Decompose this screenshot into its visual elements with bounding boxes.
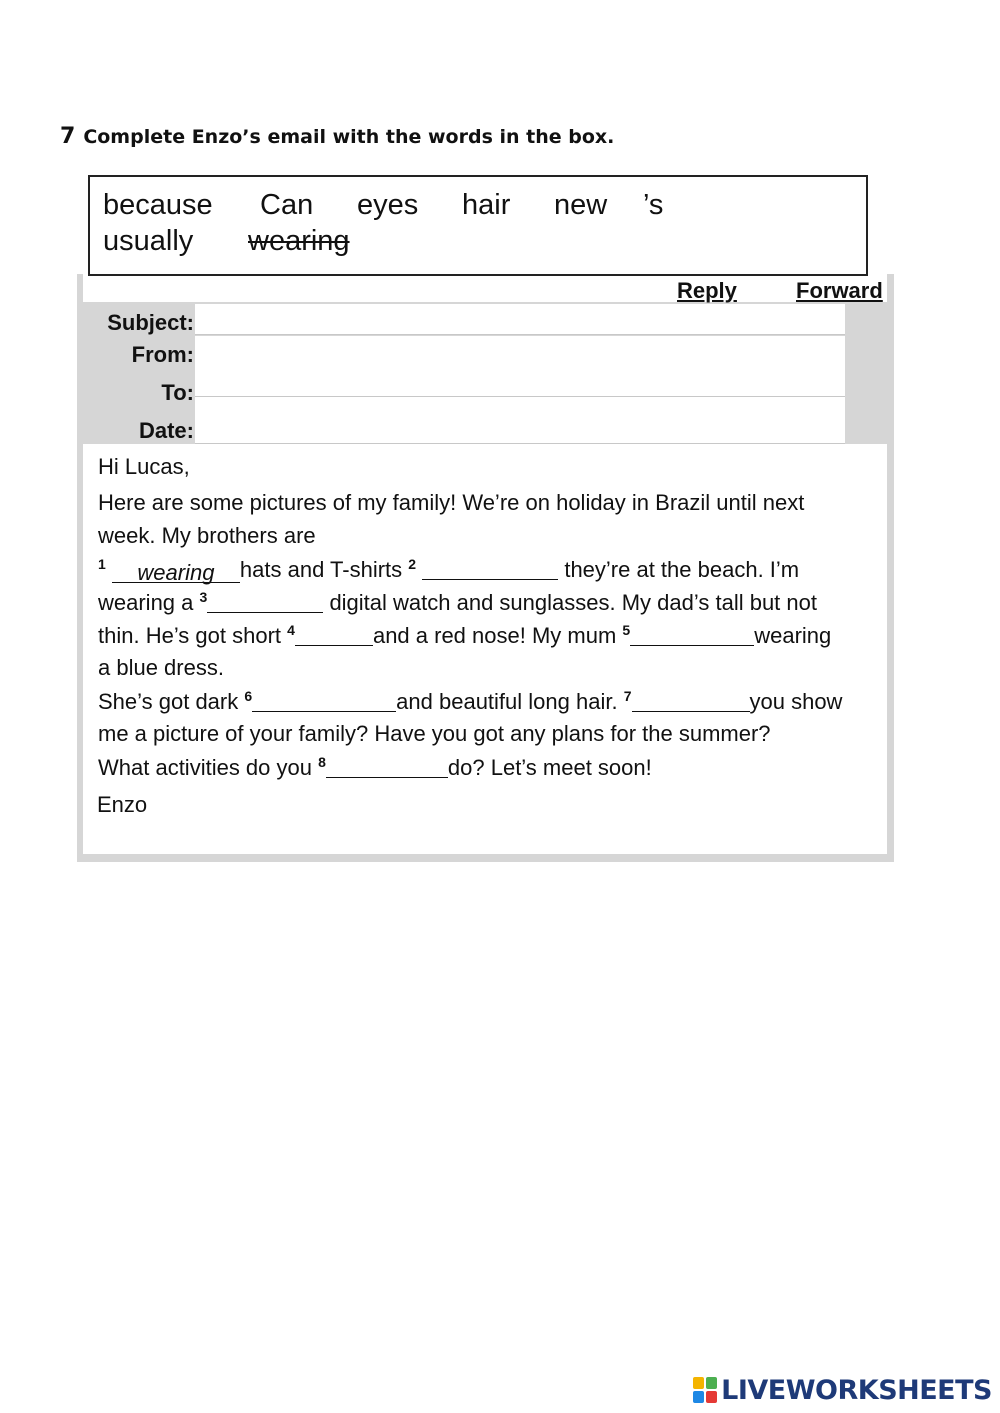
- logo-text: LIVEWORKSHEETS: [721, 1374, 992, 1406]
- subject-field[interactable]: [195, 304, 845, 335]
- word-can: Can: [260, 189, 314, 221]
- body-text: digital watch and sunglasses. My dad’s tall but not: [329, 590, 817, 615]
- gap-number-5: 5: [622, 622, 631, 638]
- word-s: ’s: [643, 189, 664, 221]
- gap-number-8: 8: [318, 754, 326, 770]
- gap-5-blank[interactable]: [630, 623, 754, 646]
- body-text: and a red nose! My mum: [372, 623, 617, 648]
- word-usually: usually: [103, 225, 194, 257]
- body-text: hats and T-shirts: [239, 557, 403, 582]
- body-text: and beautiful long hair.: [396, 689, 618, 714]
- logo-square-blue: [693, 1391, 704, 1403]
- from-label: From:: [131, 342, 194, 367]
- body-line-8: me a picture of your family? Have you got any plans for the summer?: [98, 721, 771, 746]
- reply-button[interactable]: Reply: [677, 278, 737, 303]
- logo-square-red: [706, 1391, 717, 1403]
- body-text: you show: [749, 689, 843, 714]
- body-text: What activities do you: [98, 755, 312, 780]
- exercise-instruction: [60, 124, 614, 149]
- liveworksheets-logo: [693, 1373, 992, 1407]
- gap-number-1: 1: [98, 556, 106, 572]
- gap-number-3: 3: [199, 589, 208, 605]
- logo-square-green: [706, 1377, 717, 1389]
- date-field[interactable]: [195, 397, 845, 444]
- gap-number-2: 2: [408, 556, 417, 572]
- email-window: [77, 274, 894, 862]
- gap-2-blank[interactable]: [422, 557, 558, 580]
- gap-4-blank[interactable]: [295, 623, 373, 646]
- body-line-1: Here are some pictures of my family! We’re on holiday in Brazil until next: [98, 490, 805, 515]
- signature: Enzo: [97, 792, 148, 817]
- gap-7-blank[interactable]: [632, 689, 750, 712]
- date-label: Date:: [138, 418, 194, 443]
- word-eyes: eyes: [357, 189, 419, 221]
- to-label: To:: [161, 380, 194, 405]
- gap-3-blank[interactable]: [207, 590, 323, 613]
- gap-number-6: 6: [244, 688, 253, 704]
- email-body: [83, 444, 887, 854]
- body-text: She’s got dark: [98, 689, 239, 714]
- gap-1-example-answer: wearing: [112, 560, 240, 583]
- body-text: do? Let’s meet soon!: [447, 755, 652, 780]
- word-hair: hair: [462, 189, 511, 221]
- greeting: Hi Lucas,: [98, 454, 190, 479]
- body-line-3: [98, 556, 799, 583]
- word-new: new: [554, 189, 608, 221]
- from-field[interactable]: [195, 336, 845, 367]
- subject-label: Subject:: [107, 310, 194, 335]
- word-box: [88, 175, 868, 276]
- word-because: because: [103, 189, 213, 221]
- body-text: they’re at the beach. I’m: [564, 557, 800, 582]
- body-text: wearing a: [98, 590, 194, 615]
- body-line-7: [98, 688, 842, 715]
- gap-6-blank[interactable]: [252, 689, 396, 712]
- body-text: thin. He’s got short: [98, 623, 282, 648]
- gap-number-4: 4: [287, 622, 295, 638]
- body-line-4: [98, 589, 817, 616]
- logo-mark-icon: [693, 1377, 717, 1403]
- forward-button[interactable]: Forward: [796, 278, 883, 303]
- body-line-6: a blue dress.: [98, 655, 224, 680]
- gap-8-blank[interactable]: [326, 755, 448, 778]
- body-line-5: [98, 622, 831, 649]
- body-text: wearing: [754, 623, 832, 648]
- to-field[interactable]: [195, 366, 845, 397]
- word-wearing-struck: wearing: [248, 225, 350, 257]
- instruction-text: Complete Enzo’s email with the words in the box.: [83, 126, 615, 148]
- gap-number-7: 7: [623, 688, 632, 704]
- body-line-2: week. My brothers are: [98, 523, 316, 548]
- logo-square-yellow: [693, 1377, 704, 1389]
- exercise-number: 7: [60, 124, 76, 149]
- email-toolbar: [83, 274, 887, 302]
- body-line-9: [98, 754, 652, 781]
